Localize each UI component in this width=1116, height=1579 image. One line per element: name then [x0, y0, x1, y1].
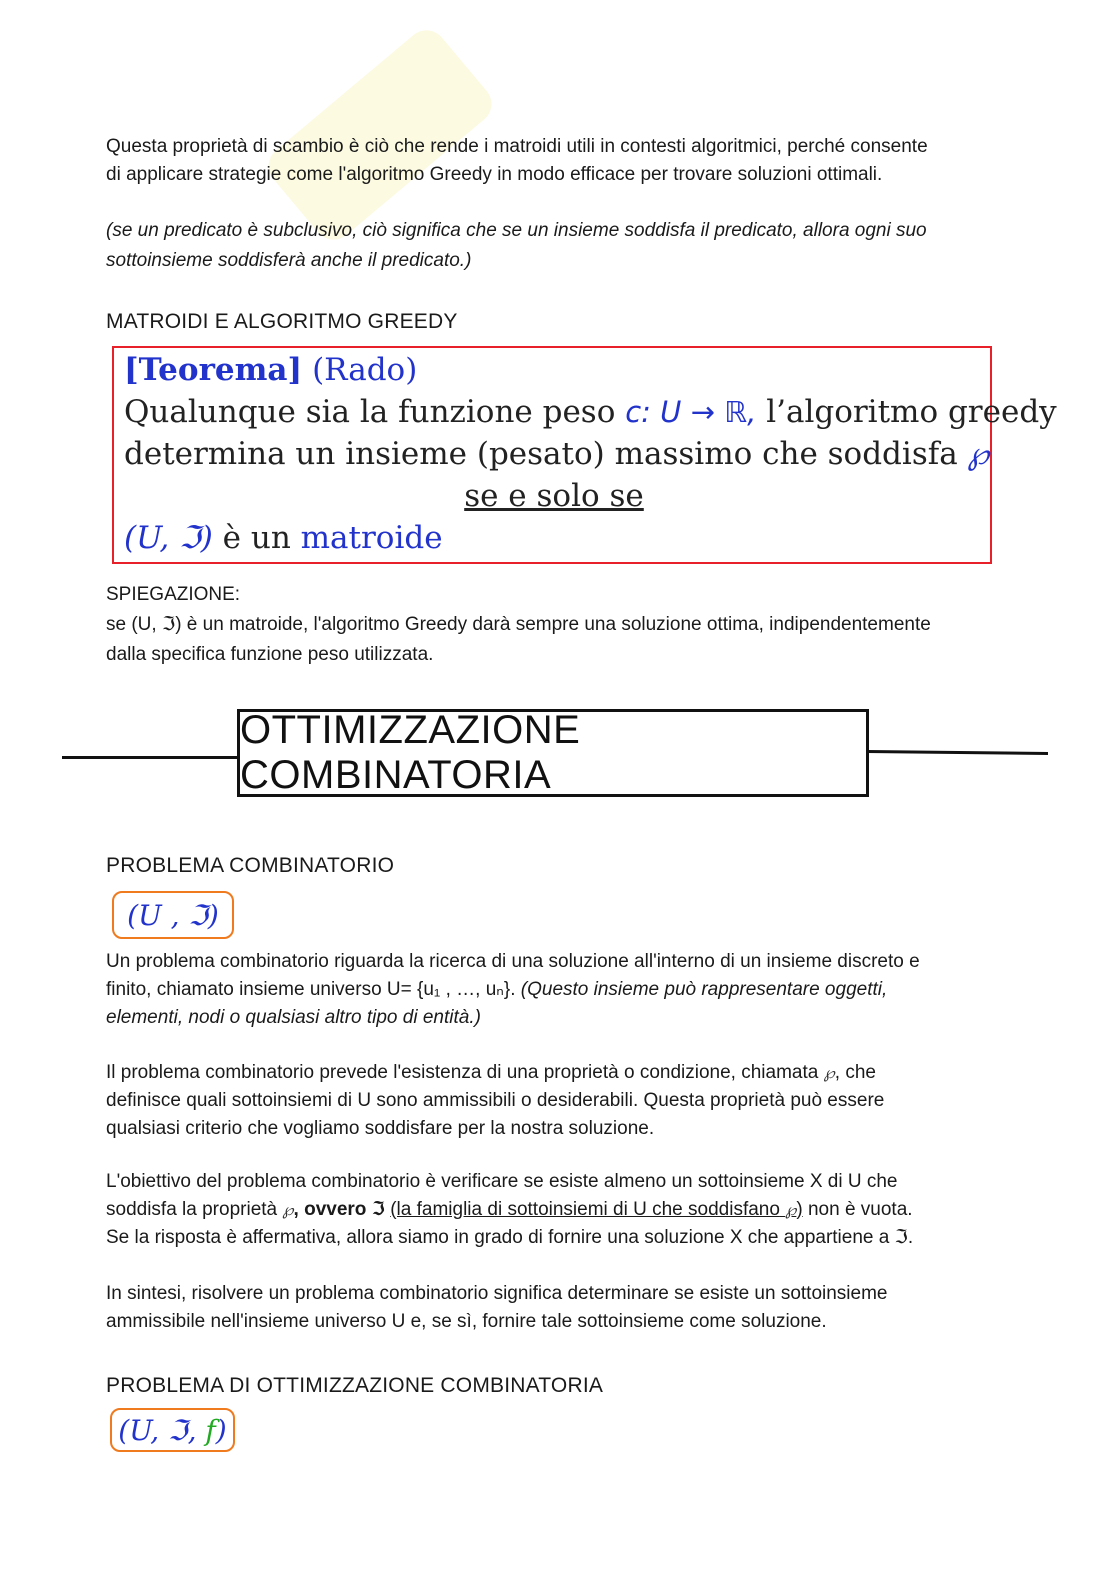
problema-p4-line-1: In sintesi, risolvere un problema combinatorio significa determinare se esiste un sottoinsieme: [106, 1283, 888, 1304]
problema-paragraph-3: [106, 1168, 1006, 1252]
problema-p1-line-2-italic: (Questo insieme può rappresentare oggetti,: [520, 979, 888, 1000]
theorem-title-line: [124, 352, 417, 388]
intro-note: [106, 216, 1006, 276]
math-box-ottimizzazione: [110, 1408, 235, 1452]
problema-p3-underline-end: ): [796, 1199, 803, 1220]
problema-paragraph-4: [106, 1280, 1006, 1336]
math-triple-f: f: [205, 1413, 216, 1447]
theorem-matroid-word: matroide: [300, 520, 443, 556]
theorem-if-and-only-if: se e solo se: [464, 478, 644, 514]
problema-p1-line-2: [106, 976, 1006, 1004]
problema-p1-line-3: elementi, nodi o qualsiasi altro tipo di entità.): [106, 1007, 481, 1028]
intro-note-line-2: sottoinsieme soddisferà anche il predicato.): [106, 250, 472, 271]
problema-p2-line-2: definisce quali sottoinsiemi di U sono ammissibili o desiderabili. Questa proprietà può essere: [106, 1090, 885, 1111]
section-rule-right: [866, 750, 1048, 755]
theorem-author: (Rado): [312, 352, 418, 388]
theorem-line-2-text: determina un insieme (pesato) massimo che soddisfa: [124, 436, 958, 472]
problema-p3-line-2: [106, 1196, 1006, 1224]
section-rule-left: [62, 756, 240, 759]
theorem-line-1-end: l’algoritmo greedy: [766, 394, 1057, 430]
section-title: OTTIMIZZAZIONE COMBINATORIA: [240, 708, 581, 797]
problema-p3-underline: [390, 1199, 802, 1220]
weierstrass-p-symbol: ℘: [823, 1063, 835, 1082]
theorem-box: [112, 346, 1057, 564]
problema-p3-line-1: L'obiettivo del problema combinatorio è verificare se esiste almeno un sottoinsieme X di U che: [106, 1171, 898, 1192]
problema-paragraph-1: [106, 948, 1006, 1032]
theorem-line-1-start: Qualunque sia la funzione peso: [124, 394, 616, 430]
problema-p1-line-1: Un problema combinatorio riguarda la ricerca di una soluzione all'interno di un insieme discreto e: [106, 951, 920, 972]
problema-p4-line-2: ammissibile nell'insieme universo U e, se sì, fornire tale sottoinsieme come soluzione.: [106, 1311, 827, 1332]
problema-p2-line-1-end: , che: [834, 1062, 876, 1083]
math-triple-close: ): [215, 1413, 227, 1447]
spiegazione-label: SPIEGAZIONE:: [106, 584, 241, 605]
problema-p1-line-2-start: finito, chiamato insieme universo U= {u₁ , …, uₙ}.: [106, 979, 516, 1000]
weierstrass-p-symbol: ℘: [282, 1200, 294, 1219]
theorem-line-4-text: è un: [222, 520, 291, 556]
problema-p2-line-1: [106, 1059, 1006, 1087]
theorem-matroid-pair: (U, ℑ): [124, 520, 213, 556]
problema-p3-bold: , ovvero ℑ: [293, 1199, 385, 1220]
theorem-weight-function: c: U → ℝ,: [625, 395, 757, 429]
theorem-line-4: [124, 520, 443, 556]
weierstrass-p-symbol: ℘: [967, 436, 990, 472]
intro-note-line-1: (se un predicato è subclusivo, ciò significa che se un insieme soddisfa il predicato, allora ogni suo: [106, 220, 927, 241]
spiegazione-line-1: se (U, ℑ) è un matroide, l'algoritmo Greedy darà sempre una soluzione ottima, indipendentemente: [106, 614, 931, 635]
math-pair: (U , ℑ): [127, 898, 219, 932]
section-title-box: [237, 709, 869, 797]
heading-problema-combinatorio: PROBLEMA COMBINATORIO: [106, 854, 395, 877]
problema-p3-line-2-end: non è vuota.: [807, 1199, 913, 1220]
theorem-line-2: [124, 436, 989, 472]
problema-p3-line-3: Se la risposta è affermativa, allora siamo in grado di fornire una soluzione X che appartiene a ℑ.: [106, 1227, 914, 1248]
intro-line-1: Questa proprietà di scambio è ciò che rende i matroidi utili in contesti algoritmici, perché consente: [106, 136, 928, 157]
intro-paragraph: [106, 133, 1006, 189]
spiegazione-line-2: dalla specifica funzione peso utilizzata.: [106, 644, 434, 665]
heading-matroidi: MATROIDI E ALGORITMO GREEDY: [106, 310, 458, 333]
theorem-title: [Teorema]: [124, 352, 303, 388]
heading-ottimizzazione-combinatoria: PROBLEMA DI OTTIMIZZAZIONE COMBINATORIA: [106, 1374, 604, 1397]
problema-p3-line-2-start: soddisfa la proprietà: [106, 1199, 278, 1220]
spiegazione: [106, 580, 1006, 670]
intro-line-2: di applicare strategie come l'algoritmo Greedy in modo efficace per trovare soluzioni ottimali.: [106, 164, 883, 185]
problema-p3-underline-text: (la famiglia di sottoinsiemi di U che soddisfano: [390, 1199, 780, 1220]
math-box-problema: [112, 891, 234, 939]
problema-paragraph-2: [106, 1059, 1006, 1143]
problema-p2-line-1-start: Il problema combinatorio prevede l'esistenza di una proprietà o condizione, chiamata: [106, 1062, 819, 1083]
weierstrass-p-symbol: ℘: [785, 1200, 797, 1219]
math-triple-open: (U, ℑ,: [118, 1413, 197, 1447]
problema-p2-line-3: qualsiasi criterio che vogliamo soddisfare per la nostra soluzione.: [106, 1118, 655, 1139]
theorem-line-1: [124, 394, 1057, 430]
